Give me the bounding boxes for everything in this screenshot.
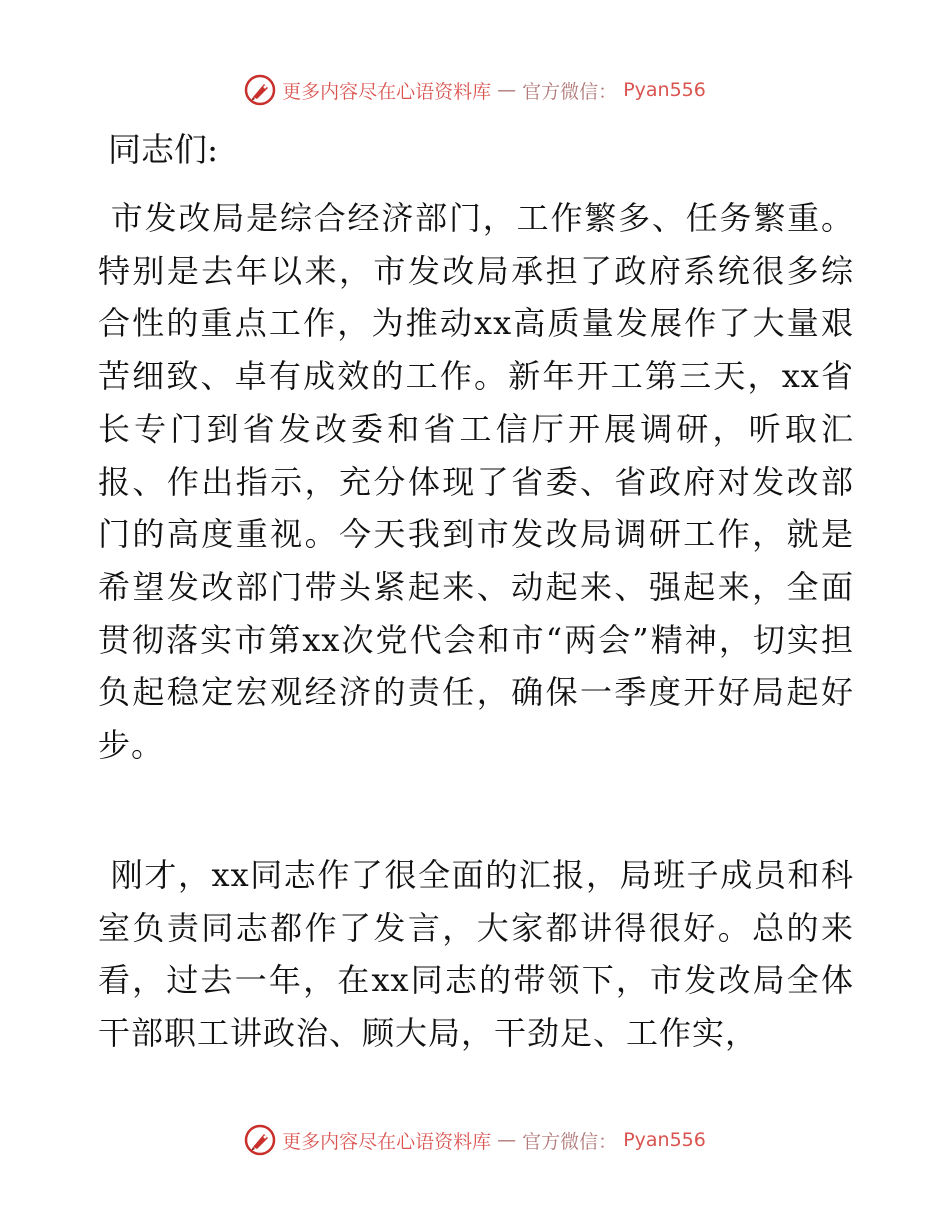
watermark-separator: —: [497, 1129, 517, 1151]
watermark-wechat-label: 官方微信：: [522, 1130, 618, 1153]
watermark-wechat-id: Pyan556: [623, 1129, 706, 1151]
body-paragraph-2: 刚才，xx同志作了很全面的汇报，局班子成员和科室负责同志都作了发言，大家都讲得很好。总的来看，过去一年，在xx同志的带领下，市发改局全体干部职工讲政治、顾大局，干劲足、工作实，: [98, 856, 854, 1053]
footer-watermark: [0, 1120, 950, 1160]
pen-nib-logo-icon: [244, 74, 276, 106]
watermark-separator: —: [497, 79, 517, 101]
watermark-wechat-id: Pyan556: [623, 79, 706, 101]
pen-nib-logo-icon: [244, 1124, 276, 1156]
salutation: 同志们:: [108, 130, 219, 169]
watermark-brand-text: 更多内容尽在心语资料库: [282, 1130, 492, 1153]
body-paragraph-1: 市发改局是综合经济部门，工作繁多、任务繁重。特别是去年以来，市发改局承担了政府系统很多综合性的重点工作，为推动xx高质量发展作了大量艰苦细致、卓有成效的工作。新年开工第三天，xx省长专门到省发改委和省工信厅开展调研，听取汇报、作出指示，充分体现了省委、省政府对发改部门的高度重视。今天我到市发改局调研工作，就是希望发改部门带头紧起来、动起来、强起来，全面贯彻落实市第xx次党代会和市“两会”精神，切实担负起稳定宏观经济的责任，确保一季度开好局起好步。: [98, 199, 854, 765]
watermark-brand-text: 更多内容尽在心语资料库: [282, 80, 492, 103]
watermark-wechat-label: 官方微信：: [522, 80, 618, 103]
header-watermark: [0, 70, 950, 110]
